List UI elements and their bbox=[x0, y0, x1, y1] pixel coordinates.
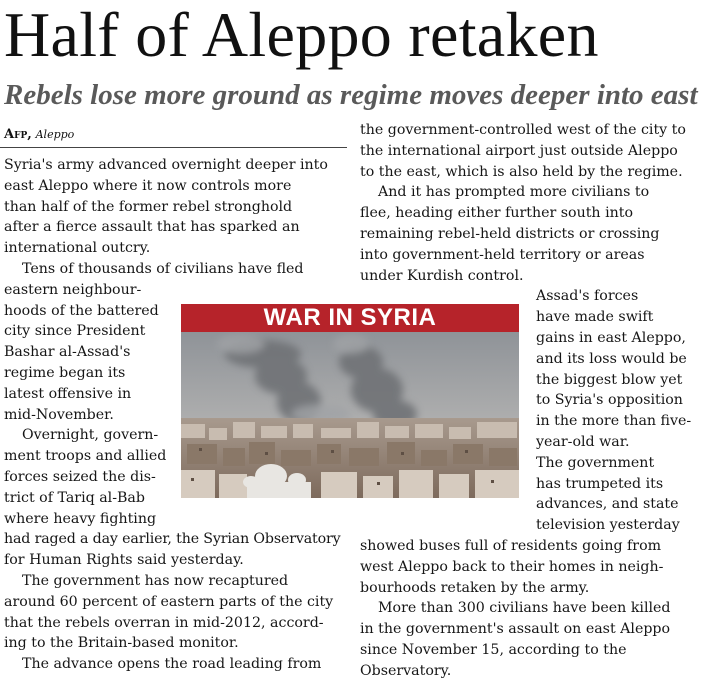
text-line: forces seized the dis- bbox=[4, 469, 156, 485]
text-line: ing to the Britain-based monitor. bbox=[4, 635, 239, 652]
text-line: bourhoods retaken by the army. bbox=[360, 579, 590, 596]
text-line: And it has prompted more civilians to bbox=[378, 184, 650, 201]
text-line: trict of Tariq al-Bab bbox=[4, 489, 145, 506]
text-line: city since President bbox=[4, 323, 146, 340]
text-line: west Aleppo back to their homes in neigh- bbox=[360, 558, 664, 575]
text-line: that the rebels overran in mid-2012, accord- bbox=[4, 614, 324, 631]
byline-agency: Afp, bbox=[4, 127, 32, 142]
text-line: Observatory. bbox=[360, 662, 452, 679]
text-line: have made swift bbox=[536, 309, 654, 326]
aleppo-smoke-photo bbox=[181, 332, 519, 498]
text-line: Tens of thousands of civilians have fled bbox=[22, 261, 304, 277]
text-line: has trumpeted its bbox=[536, 475, 664, 492]
text-line: around 60 percent of eastern parts of the city bbox=[4, 593, 334, 610]
text-line: hoods of the battered bbox=[4, 302, 159, 319]
text-line: latest offensive in bbox=[4, 385, 132, 402]
text-line: east Aleppo where it now controls more bbox=[4, 177, 292, 194]
text-line: eastern neighbour- bbox=[4, 281, 142, 298]
text-line: gains in east Aleppo, bbox=[536, 330, 686, 346]
text-line: the international airport just outside Aleppo bbox=[360, 142, 678, 159]
text-line: The advance opens the road leading from bbox=[22, 656, 322, 673]
text-line: international outcry. bbox=[4, 240, 151, 257]
text-line: in the government's assault on east Aleppo bbox=[360, 621, 671, 638]
text-line: to Syria's opposition bbox=[536, 392, 683, 409]
text-line: advances, and state bbox=[536, 496, 679, 513]
text-line: The government bbox=[536, 454, 655, 471]
text-line: for Human Rights said yesterday. bbox=[4, 552, 244, 569]
photo-banner: WAR IN SYRIA bbox=[181, 304, 519, 332]
text-line: the biggest blow yet bbox=[536, 371, 683, 388]
text-line: into government-held territory or areas bbox=[360, 246, 645, 263]
text-line: ment troops and allied bbox=[4, 448, 167, 465]
text-line: Syria's army advanced overnight deeper into bbox=[4, 157, 328, 173]
photo-block bbox=[181, 304, 519, 498]
text-line: The government has now recaptured bbox=[22, 573, 289, 589]
text-line: mid-November. bbox=[4, 406, 114, 423]
text-line: Overnight, govern- bbox=[22, 427, 159, 444]
text-line: under Kurdish control. bbox=[360, 267, 524, 284]
byline-location: Aleppo bbox=[35, 128, 75, 141]
subheadline: Rebels lose more ground as regime moves deeper into east bbox=[4, 79, 698, 111]
text-line: year-old war. bbox=[536, 434, 630, 450]
text-line: in the more than five- bbox=[536, 413, 692, 430]
text-line: and its loss would be bbox=[536, 350, 687, 367]
text-line: More than 300 civilians have been killed bbox=[378, 600, 671, 617]
byline-divider bbox=[0, 147, 347, 148]
text-line: Bashar al-Assad's bbox=[4, 344, 131, 361]
text-line: the government-controlled west of the city to bbox=[360, 122, 686, 138]
text-line: television yesterday bbox=[536, 517, 680, 534]
headline: Half of Aleppo retaken bbox=[4, 0, 599, 70]
text-line: after a fierce assault that has sparked an bbox=[4, 219, 300, 236]
text-line: flee, heading either further south into bbox=[360, 205, 633, 222]
text-line: where heavy fighting bbox=[4, 510, 157, 527]
text-line: to the east, which is also held by the regime. bbox=[360, 163, 683, 180]
text-line: showed buses full of residents going from bbox=[360, 538, 662, 554]
byline bbox=[4, 124, 74, 144]
text-line: Assad's forces bbox=[536, 288, 639, 305]
text-line: than half of the former rebel stronghold bbox=[4, 198, 293, 215]
text-line: regime began its bbox=[4, 365, 126, 381]
text-line: since November 15, according to the bbox=[360, 642, 627, 658]
text-line: had raged a day earlier, the Syrian Observatory bbox=[4, 531, 341, 548]
text-line: remaining rebel-held districts or crossing bbox=[360, 226, 660, 242]
